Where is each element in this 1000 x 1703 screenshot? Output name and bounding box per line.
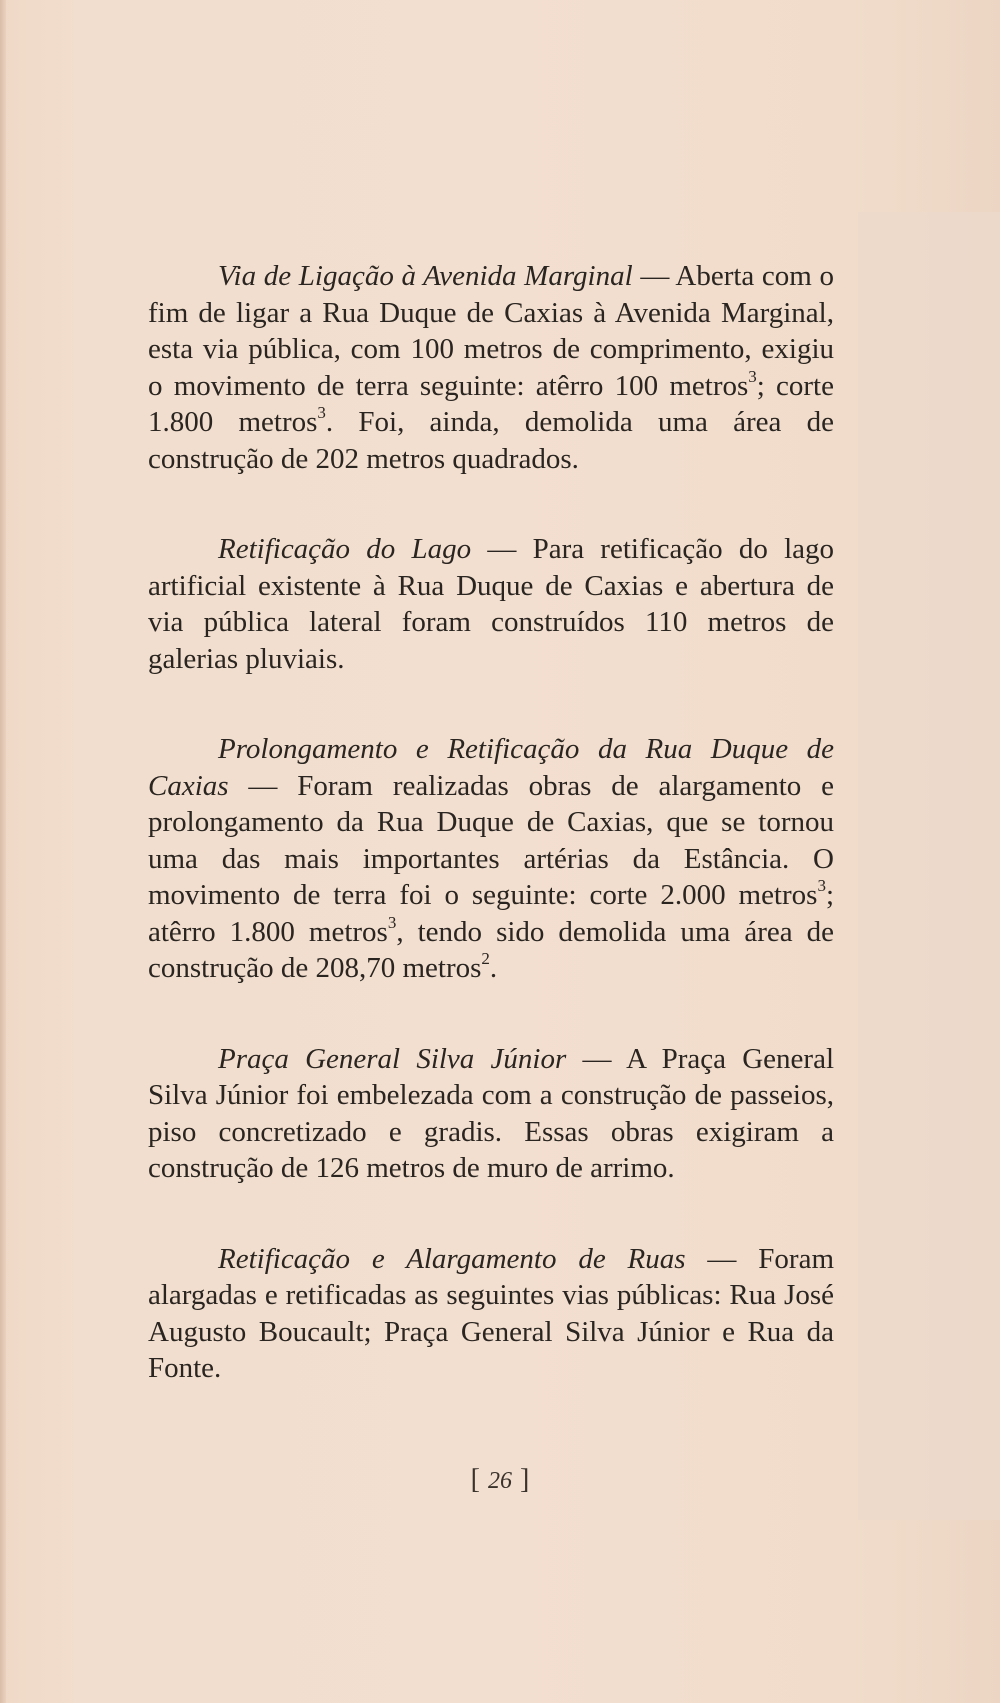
paragraph-text: Aberta com o fim de ligar a Rua Duque de Caxias à Avenida Marginal, esta via pública, com 100 metros de comprimento, exigiu o movimento de terra seguinte: atêrro 100 metros [148, 260, 834, 402]
paragraph-title: Via de Ligação à Avenida Marginal [218, 260, 633, 292]
em-dash: — [685, 1242, 759, 1275]
paragraph-text: . Foi, ainda, demolida uma área de construção de 202 metros quadrados. [148, 406, 834, 475]
em-dash: — [471, 533, 533, 565]
page-text-body [148, 258, 834, 1441]
paragraph-text: ; corte 1.800 metros [148, 369, 834, 438]
paragraph-praca-general [148, 1041, 834, 1187]
bracket-open: [ [470, 1464, 480, 1495]
paragraph-via-de-ligacao [148, 258, 834, 477]
page-number [0, 1464, 1000, 1496]
page-binding-edge [0, 0, 6, 1703]
em-dash: — [228, 769, 298, 802]
superscript: 3 [387, 912, 397, 932]
paragraph-text: Para retificação do lago artificial existente à Rua Duque de Caxias e abertura de via pública lateral foram construídos 110 metros de galerias pluviais. [148, 533, 835, 675]
paragraph-retificacao-do-lago [148, 531, 834, 677]
superscript: 3 [748, 366, 757, 386]
paragraph-text: ; atêrro 1.800 metros [148, 879, 834, 948]
superscript: 2 [481, 949, 490, 969]
em-dash: — [566, 1042, 627, 1075]
paragraph-title: Praça General Silva Júnior [218, 1042, 567, 1075]
paragraph-text: . [489, 952, 498, 984]
paragraph-text: Foram realizadas obras de alargamento e prolongamento da Rua Duque de Caxias, que se tornou uma das mais importantes artérias da Estância. O movimento de terra foi o seguinte: corte 2.000 metros [148, 769, 834, 911]
paragraph-title: Retificação do Lago [218, 533, 472, 565]
paragraph-text: , tendo sido demolida uma área de construção de 208,70 metros [148, 915, 834, 984]
paragraph-title: Retificação e Alargamento de Ruas [218, 1242, 686, 1275]
paragraph-text: Foram alargadas e retificadas as seguintes vias públicas: Rua José Augusto Boucault; Praça General Silva Júnior e Rua da Fonte. [148, 1242, 834, 1384]
paragraph-title: Prolongamento e Retificação da Rua Duque de Caxias [148, 733, 834, 802]
em-dash: — [632, 260, 676, 292]
page-scan-shade [858, 212, 1000, 1520]
bracket-close: ] [520, 1464, 530, 1495]
page-number-value: 26 [488, 1468, 512, 1494]
superscript: 3 [817, 876, 826, 896]
paragraph-alargamento-de-ruas [148, 1241, 834, 1387]
paragraph-prolongamento-rua-duque [148, 731, 834, 987]
superscript: 3 [317, 403, 326, 423]
paragraph-text: A Praça General Silva Júnior foi embelezada com a construção de passeios, piso concretizado e gradis. Essas obras exigiram a construção de 126 metros de muro de arrimo. [148, 1042, 834, 1184]
